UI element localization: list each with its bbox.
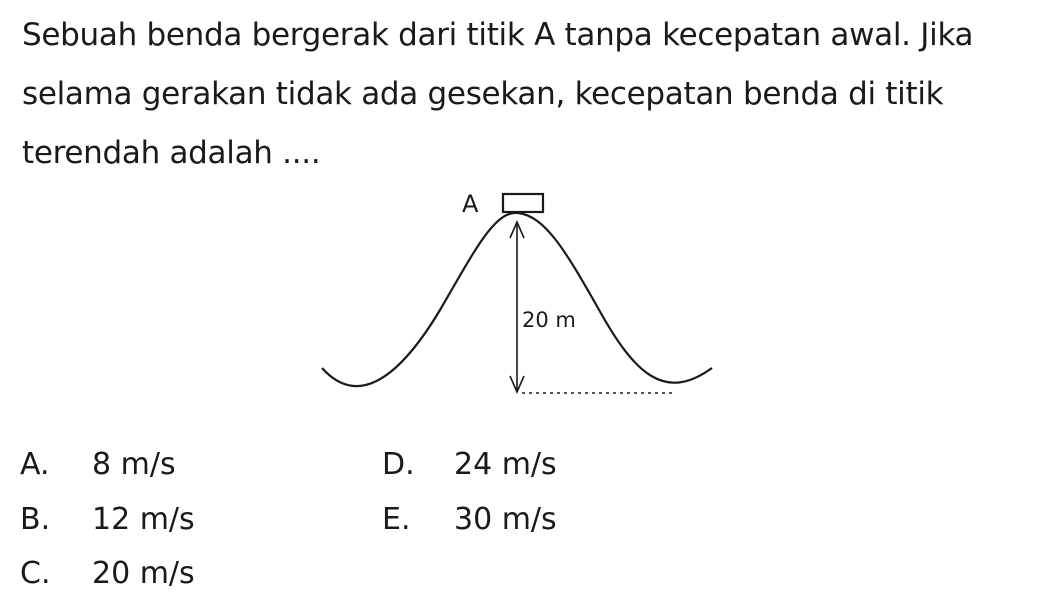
option-value: 20 m/s <box>92 556 195 591</box>
hill-track-diagram <box>300 180 740 405</box>
question-text: Sebuah benda bergerak dari titik A tanpa kecepatan awal. Jika selama gerakan tidak ada gesekan, kecepatan benda di titik terendah adalah .... <box>22 17 974 171</box>
option-letter: E. <box>382 502 411 537</box>
option-value: 8 m/s <box>92 447 176 482</box>
option-d[interactable] <box>382 445 557 485</box>
option-a[interactable] <box>20 445 176 485</box>
option-value: 24 m/s <box>454 447 557 482</box>
option-value: 12 m/s <box>92 502 195 537</box>
block-at-point-a <box>503 194 543 212</box>
option-letter: D. <box>382 447 415 482</box>
option-letter: A. <box>20 447 50 482</box>
height-label: 20 m <box>522 308 576 332</box>
hill-track-figure <box>300 180 740 405</box>
option-letter: B. <box>20 502 51 537</box>
point-a-label: A <box>462 190 479 218</box>
option-value: 30 m/s <box>454 502 557 537</box>
option-b[interactable] <box>20 500 195 540</box>
option-e[interactable] <box>382 500 557 540</box>
option-letter: C. <box>20 556 51 591</box>
option-c[interactable] <box>20 554 195 594</box>
